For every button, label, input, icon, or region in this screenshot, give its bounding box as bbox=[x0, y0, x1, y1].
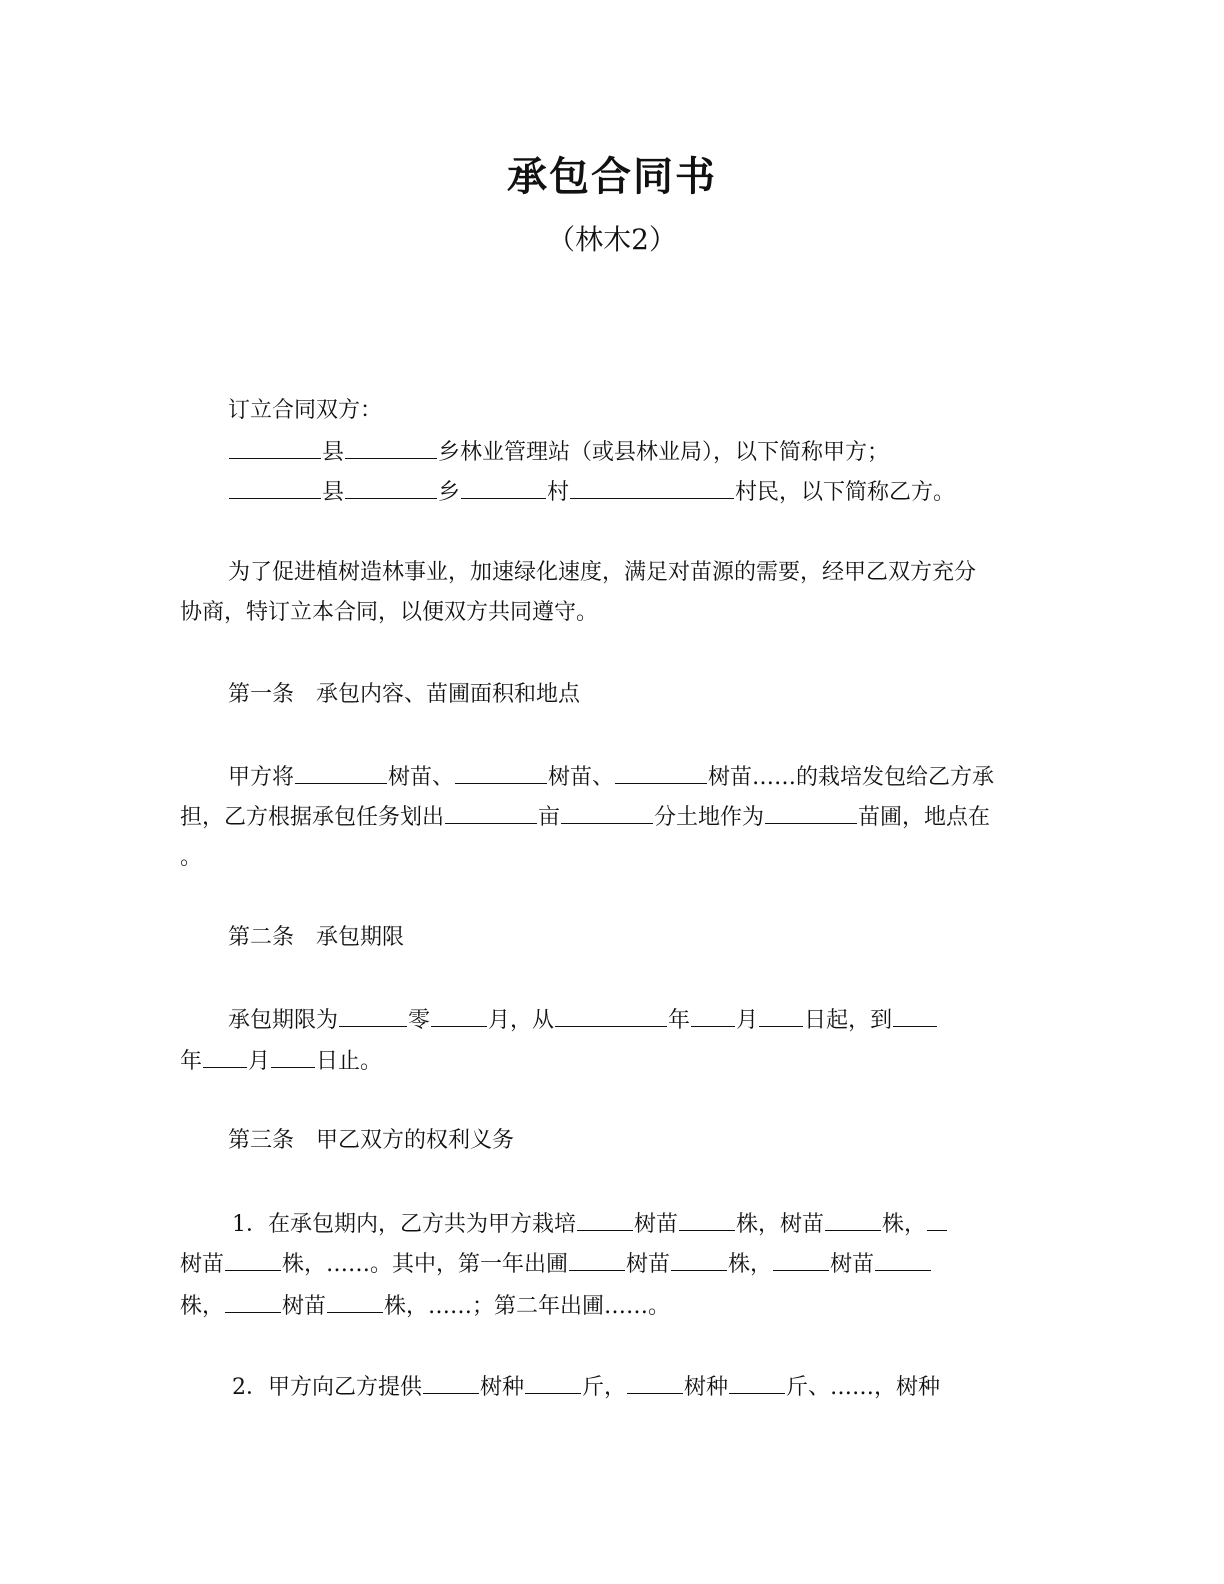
blank-field[interactable] bbox=[461, 476, 546, 499]
text-segment: 株，……。其中，第一年出圃 bbox=[282, 1252, 569, 1277]
text-segment: 株， bbox=[180, 1294, 225, 1319]
article-3-item-2-line-1 bbox=[232, 1371, 1092, 1403]
document-subtitle: （林木2） bbox=[547, 223, 677, 256]
blank-field[interactable] bbox=[679, 1208, 735, 1231]
blank-field[interactable] bbox=[345, 436, 437, 459]
blank-field[interactable] bbox=[431, 1004, 487, 1027]
text-segment: 担，乙方根据承包任务划出 bbox=[180, 805, 445, 830]
blank-field[interactable] bbox=[729, 1371, 785, 1394]
blank-field[interactable] bbox=[225, 1248, 281, 1271]
article-3-item-1-line-2 bbox=[180, 1248, 1040, 1280]
blank-field[interactable] bbox=[225, 1290, 281, 1313]
party-a-line bbox=[228, 436, 1088, 468]
text-segment: 村 bbox=[547, 480, 570, 505]
text-segment: 零 bbox=[408, 1008, 431, 1033]
preamble-line-2: 协商，特订立本合同，以便双方共同遵守。 bbox=[180, 600, 599, 625]
text-segment: 日止。 bbox=[316, 1049, 383, 1074]
text-segment: 树苗 bbox=[282, 1294, 327, 1319]
text-segment: 乡 bbox=[438, 480, 461, 505]
text-segment: 年 bbox=[180, 1049, 203, 1074]
blank-field[interactable] bbox=[893, 1004, 937, 1027]
article-1-line-3: 。 bbox=[180, 845, 203, 870]
parties-heading: 订立合同双方： bbox=[228, 398, 383, 423]
text-segment: 年 bbox=[668, 1008, 691, 1033]
blank-field[interactable] bbox=[577, 1208, 633, 1231]
blank-field[interactable] bbox=[229, 436, 321, 459]
text-segment: 株， bbox=[882, 1212, 927, 1237]
text-segment: 月 bbox=[248, 1049, 271, 1074]
text-segment: 月，从 bbox=[488, 1008, 555, 1033]
text-segment: 树苗 bbox=[626, 1252, 671, 1277]
text-segment: 树种 bbox=[480, 1375, 525, 1400]
blank-field[interactable] bbox=[345, 476, 437, 499]
text-segment: 株， bbox=[728, 1252, 773, 1277]
text-segment: 树苗、 bbox=[548, 765, 615, 790]
text-segment: 1．在承包期内，乙方共为甲方栽培 bbox=[232, 1212, 576, 1237]
text-segment: 树苗、 bbox=[388, 765, 455, 790]
text-segment: 日起，到 bbox=[804, 1008, 893, 1033]
blank-field[interactable] bbox=[927, 1208, 947, 1231]
blank-field[interactable] bbox=[569, 1248, 625, 1271]
blank-field[interactable] bbox=[875, 1248, 931, 1271]
blank-field[interactable] bbox=[615, 761, 707, 784]
text-segment: 树种 bbox=[684, 1375, 729, 1400]
blank-field[interactable] bbox=[445, 801, 537, 824]
text-segment: 株，树苗 bbox=[736, 1212, 825, 1237]
text-segment: 株，……；第二年出圃……。 bbox=[384, 1294, 671, 1319]
blank-field[interactable] bbox=[825, 1208, 881, 1231]
document-title: 承包合同书 bbox=[507, 154, 717, 200]
blank-field[interactable] bbox=[759, 1004, 803, 1027]
text-segment: 甲方将 bbox=[228, 765, 295, 790]
blank-field[interactable] bbox=[423, 1371, 479, 1394]
blank-field[interactable] bbox=[627, 1371, 683, 1394]
article-2-line-1 bbox=[228, 1004, 1088, 1036]
text-segment: 县 bbox=[322, 440, 345, 465]
blank-field[interactable] bbox=[339, 1004, 407, 1027]
blank-field[interactable] bbox=[327, 1290, 383, 1313]
text-segment: 树苗……的栽培发包给乙方承 bbox=[708, 765, 995, 790]
blank-field[interactable] bbox=[561, 801, 653, 824]
text-segment: 树苗 bbox=[180, 1252, 225, 1277]
text-segment: 分土地作为 bbox=[654, 805, 765, 830]
blank-field[interactable] bbox=[271, 1045, 315, 1068]
article-3-heading: 第三条 甲乙双方的权利义务 bbox=[228, 1128, 515, 1153]
text-segment: 村民，以下简称乙方。 bbox=[735, 480, 956, 505]
article-3-item-1-line-1 bbox=[232, 1208, 1092, 1240]
article-3-item-1-line-3 bbox=[180, 1290, 1040, 1322]
text-segment: 树苗 bbox=[830, 1252, 875, 1277]
preamble-line-1: 为了促进植树造林事业，加速绿化速度，满足对苗源的需要，经甲乙双方充分 bbox=[228, 560, 977, 585]
blank-field[interactable] bbox=[525, 1371, 581, 1394]
article-2-line-2 bbox=[180, 1045, 1040, 1077]
article-1-line-1 bbox=[228, 761, 1088, 793]
text-segment: 斤、……，树种 bbox=[786, 1375, 941, 1400]
article-2-heading: 第二条 承包期限 bbox=[228, 925, 405, 950]
blank-field[interactable] bbox=[555, 1004, 667, 1027]
text-segment: 乡林业管理站（或县林业局），以下简称甲方； bbox=[438, 440, 890, 465]
article-1-line-2 bbox=[180, 801, 1040, 833]
text-segment: 斤， bbox=[582, 1375, 627, 1400]
blank-field[interactable] bbox=[203, 1045, 247, 1068]
text-segment: 县 bbox=[322, 480, 345, 505]
blank-field[interactable] bbox=[691, 1004, 735, 1027]
blank-field[interactable] bbox=[229, 476, 321, 499]
blank-field[interactable] bbox=[455, 761, 547, 784]
text-segment: 2．甲方向乙方提供 bbox=[232, 1375, 422, 1400]
blank-field[interactable] bbox=[773, 1248, 829, 1271]
blank-field[interactable] bbox=[570, 476, 734, 499]
article-1-heading: 第一条 承包内容、苗圃面积和地点 bbox=[228, 682, 581, 707]
text-segment: 承包期限为 bbox=[228, 1008, 339, 1033]
text-segment: 亩 bbox=[538, 805, 561, 830]
text-segment: 苗圃，地点在 bbox=[858, 805, 991, 830]
text-segment: 树苗 bbox=[634, 1212, 679, 1237]
text-segment: 月 bbox=[736, 1008, 759, 1033]
blank-field[interactable] bbox=[671, 1248, 727, 1271]
party-b-line bbox=[228, 476, 1088, 508]
blank-field[interactable] bbox=[295, 761, 387, 784]
blank-field[interactable] bbox=[765, 801, 857, 824]
